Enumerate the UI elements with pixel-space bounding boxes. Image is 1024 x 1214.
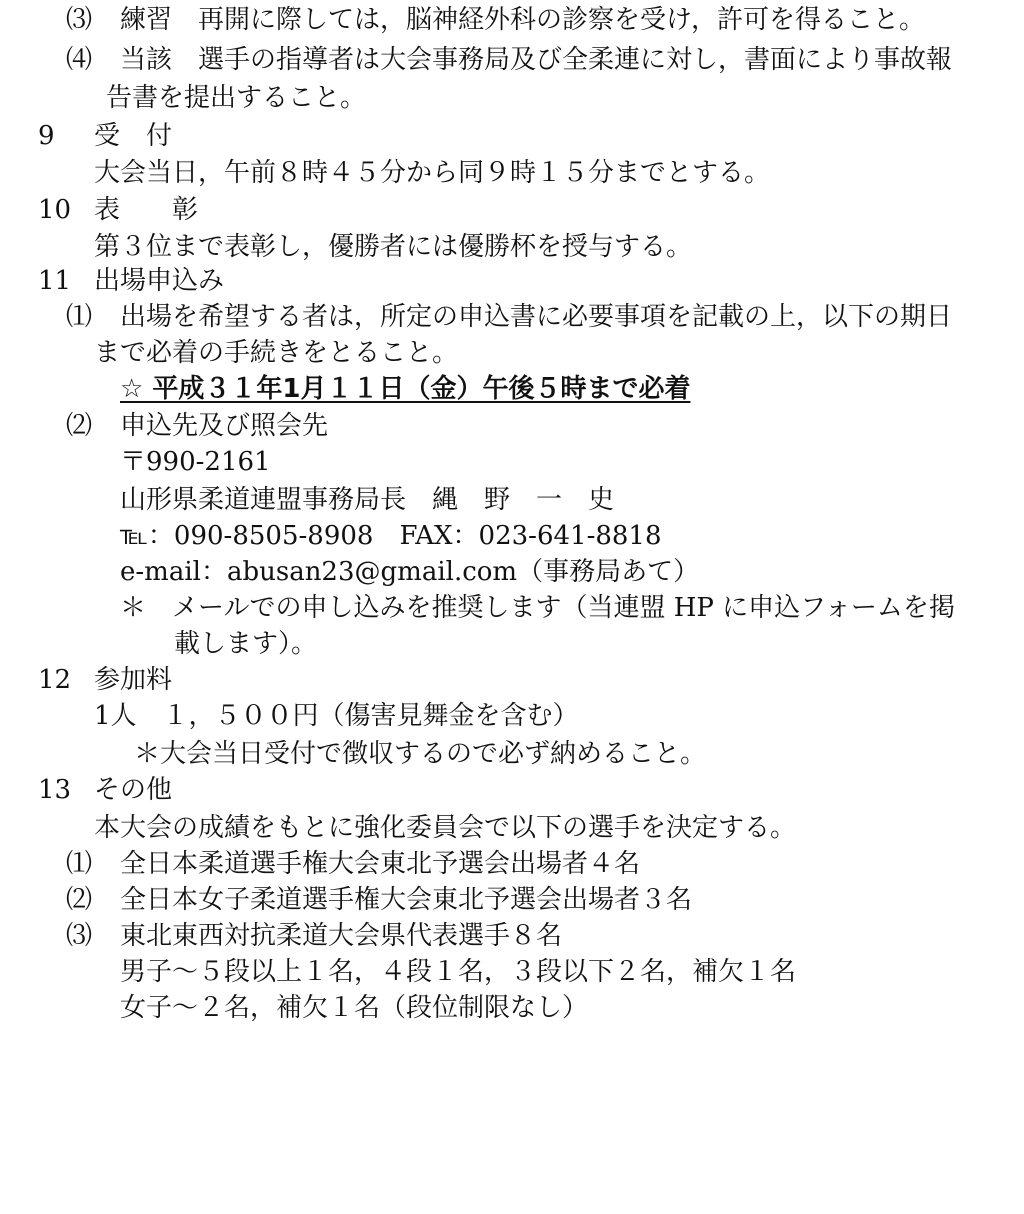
sub-item-continuation: まで必着の手続きをとること。 xyxy=(94,338,459,368)
note: ＊ メールでの申し込みを推奨します（当連盟 HP に申込フォームを掲 xyxy=(120,593,955,623)
sub-item-number: ⑴ xyxy=(66,302,93,332)
section-number: 13 xyxy=(38,775,72,805)
sub-item-number: ⑵ xyxy=(66,885,93,915)
section-title: 表 彰 xyxy=(94,195,199,225)
sub-item-number: ⑴ xyxy=(66,849,93,879)
sub-item-number: ⑶ xyxy=(66,921,93,951)
section-number: 12 xyxy=(38,665,72,695)
section-title: 参加料 xyxy=(94,665,173,695)
deadline-notice: ☆ 平成３１年1月１１日（金）午後５時まで必着 xyxy=(120,374,691,404)
sub-item-text: 練習 再開に際しては，脳神経外科の診察を受け，許可を得ること。 xyxy=(120,5,925,35)
email-address: e-mail：abusan23@gmail.com（事務局あて） xyxy=(120,557,700,587)
section-body: 大会当日，午前８時４５分から同９時１５分までとする。 xyxy=(94,158,771,188)
sub-item-text: 出場を希望する者は，所定の申込書に必要事項を記載の上，以下の期日 xyxy=(120,302,953,332)
sub-item-number: ⑶ xyxy=(66,5,93,35)
section-body: 第３位まで表彰し，優勝者には優勝杯を授与する。 xyxy=(94,232,693,262)
postal-code: 〒990-2161 xyxy=(120,447,271,477)
sub-item-continuation: 告書を提出すること。 xyxy=(106,83,367,113)
section-title: 出場申込み xyxy=(94,266,225,296)
sub-item-text: 全日本女子柔道選手権大会東北予選会出場者３名 xyxy=(120,885,693,915)
men-quota: 男子～５段以上１名，４段１名，３段以下２名，補欠１名 xyxy=(120,957,797,987)
section-title: その他 xyxy=(94,775,173,805)
section-number: 10 xyxy=(38,195,72,225)
sub-item-text: 全日本柔道選手権大会東北予選会出場者４名 xyxy=(120,849,641,879)
sub-item-text: 東北東西対抗柔道大会県代表選手８名 xyxy=(120,921,563,951)
sub-item-number: ⑵ xyxy=(66,411,93,441)
sub-item-number: ⑷ xyxy=(66,45,93,75)
sub-item-text: 当該 選手の指導者は大会事務局及び全柔連に対し，書面により事故報 xyxy=(120,45,953,75)
note-continuation: 載します）。 xyxy=(174,629,318,659)
office-contact-name: 山形県柔道連盟事務局長 縄 野 一 史 xyxy=(120,485,615,515)
sub-item-text: 申込先及び照会先 xyxy=(120,411,329,441)
section-body: 本大会の成績をもとに強化委員会で以下の選手を決定する。 xyxy=(94,813,797,843)
fee-note: ＊大会当日受付で徴収するので必ず納めること。 xyxy=(134,739,707,769)
section-title: 受 付 xyxy=(94,121,173,151)
section-number: 11 xyxy=(38,266,72,296)
fee-amount: 1人 １，５００円（傷害見舞金を含む） xyxy=(94,701,579,731)
section-number: 9 xyxy=(38,121,55,151)
tel-fax: ℡：090-8505-8908 FAX：023-641-8818 xyxy=(120,521,662,551)
women-quota: 女子～２名，補欠１名（段位制限なし） xyxy=(120,993,589,1023)
